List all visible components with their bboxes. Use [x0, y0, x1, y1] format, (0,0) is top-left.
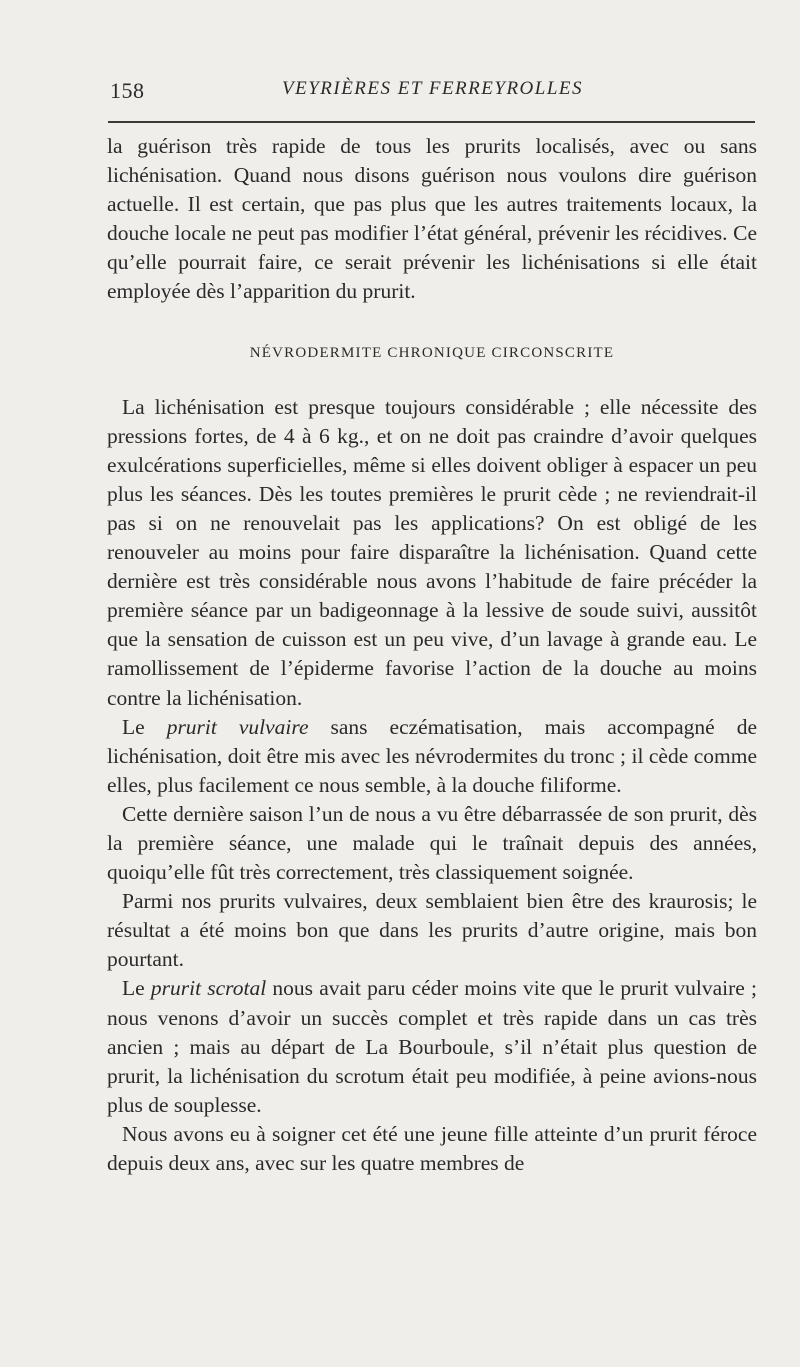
emphasis-term: prurit vulvaire — [166, 714, 309, 739]
body-text — [107, 132, 757, 1178]
paragraph: Cette dernière saison l’un de nous a vu être débarrassée de son prurit, dès la première séance, une malade qui le traînait depuis des années, quoiqu’elle fût très correctement, très classiquement soignée. — [107, 801, 757, 885]
paragraph-rest: sans eczématisation, mais accompagné de lichénisation, doit être mis avec les névrodermites du tronc ; il cède comme elles, plus facilement ce nous semble, à la douche filiforme. — [107, 714, 757, 797]
page-header — [110, 78, 755, 110]
paragraph: La lichénisation est presque toujours considérable ; elle nécessite des pressions fortes, de 4 à 6 kg., et on ne doit pas craindre d’avoir quelques exulcérations superficielles, même si elles doivent obliger à espacer un peu plus les séances. Dès les toutes premières le prurit cède ; ne reviendrait-il pas si on ne renouvelait pas les applications? On est obligé de les renouveler au moins pour faire disparaître la lichénisation. Quand cette dernière est très considérable nous avons l’habitude de faire précéder la première séance par un badigeonnage à la lessive de soude suivi, aussitôt que la sensation de cuisson est un peu vive, d’un lavage à grande eau. Le ramollissement de l’épiderme favorise l’action de la douche au moins contre la lichénisation. — [107, 394, 757, 710]
running-title: VEYRIÈRES ET FERREYROLLES — [281, 78, 584, 99]
paragraph-lead: Le — [122, 714, 167, 739]
page-number: 158 — [110, 78, 145, 103]
paragraph: Parmi nos prurits vulvaires, deux semblaient bien être des kraurosis; le résultat a été moins bon que dans les prurits d’autre origine, mais bon pourtant. — [107, 889, 757, 972]
emphasis-term: prurit scrotal — [150, 976, 267, 1001]
header-rule — [108, 121, 755, 123]
paragraph-lead: Le — [122, 976, 151, 1001]
paragraph: la guérison très rapide de tous les prurits localisés, avec ou sans lichénisation. Quand nous disons guérison nous voulons dire guérison actuelle. Il est certain, que pas plus que les autres traitements locaux, la douche locale ne peut pas modifier l’état général, prévenir les récidives. Ce qu’elle pourrait faire, ce serait prévenir les lichénisations si elle était employée dès l’apparition du prurit. — [107, 134, 757, 304]
section-heading: NÉVRODERMITE CHRONIQUE CIRCONSCRITE — [249, 344, 615, 361]
paragraph — [107, 713, 757, 800]
paragraph — [107, 974, 757, 1119]
paragraph-rest: nous avait paru céder moins vite que le prurit vulvaire ; nous venons d’avoir un succès complet et très rapide dans un cas très ancien ; mais au départ de La Bourboule, s’il n’était plus question de prurit, la lichénisation du scrotum était peu modifiée, à peine avions-nous plus de souplesse. — [107, 976, 757, 1117]
paragraph: Nous avons eu à soigner cet été une jeune fille atteinte d’un prurit féroce depuis deux ans, avec sur les quatre membres de — [107, 1121, 757, 1175]
